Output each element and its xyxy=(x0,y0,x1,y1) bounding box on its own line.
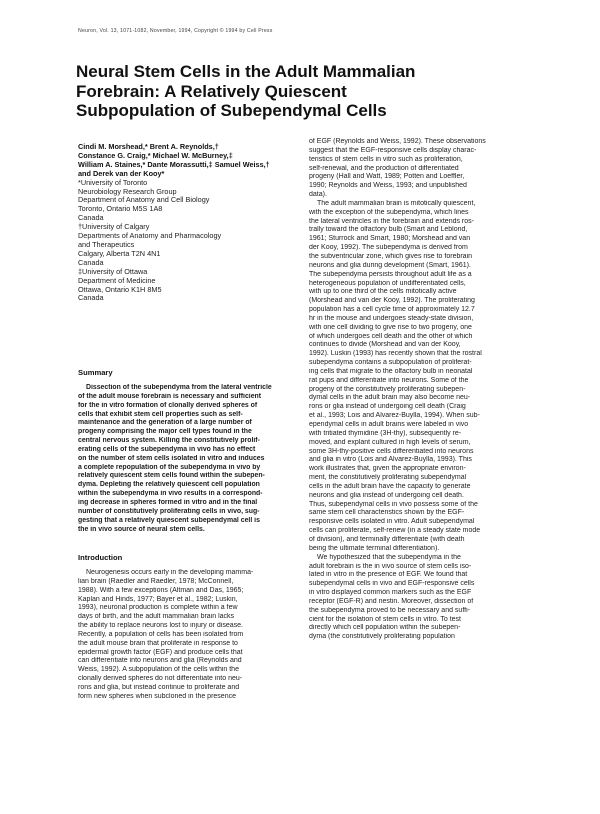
text-line: moved, and explant cultured in high levels of serum, xyxy=(309,438,471,446)
running-head: Neuron, Vol. 13, 1071-1082, November, 1994, Copyright © 1994 by Cell Press xyxy=(78,28,273,34)
text-line: erating cells of the subependyma in vivo has no effect xyxy=(78,445,256,453)
author-line: Cindi M. Morshead,* Brent A. Reynolds,† xyxy=(78,142,219,151)
text-line: 1993), neuronal production is complete within a few xyxy=(78,604,238,612)
text-line: form new spheres when subcloned in the presence xyxy=(78,692,236,700)
text-line: on the number of stem cells isolated in vitro and induces xyxy=(78,454,265,462)
text-line: cells that exhibit stem cell properties such as self- xyxy=(78,410,243,418)
affiliation-line: Ottawa, Ontario K1H 8M5 xyxy=(78,284,162,294)
text-line: et al., 1993; Lois and Alvarez-Buylla, 1994). When sub- xyxy=(309,412,480,420)
text-line: Recently, a population of cells has been isolated from xyxy=(78,630,244,638)
author-line: and Derek van der Kooy* xyxy=(78,168,165,178)
text-line: hr in the mouse and undergoes steady-state division, xyxy=(309,314,474,322)
text-line: continues to divide (Morshead and van der Kooy, xyxy=(309,341,461,349)
text-line: some 3H-thy-positive cells differentiated into neurons xyxy=(309,447,474,455)
text-line: with the exception of the subependyma, which lines xyxy=(309,208,469,216)
title-line: Neural Stem Cells in the Adult Mammalian xyxy=(76,62,416,81)
text-line: The subependyma persists throughout adult life as a xyxy=(309,270,472,278)
text-line: neurons and glia during development (Smart, 1961). xyxy=(309,261,471,269)
introduction-text xyxy=(78,569,300,702)
text-line: dyma (the constitutively proliferating population xyxy=(309,633,455,641)
text-line: central nervous system. Killing the constitutively prolif- xyxy=(78,437,260,445)
text-line: of division), and terminally differentiate (with death xyxy=(309,535,465,543)
text-line: heterogeneous population of undifferentiated cells, xyxy=(309,279,466,287)
text-line: neurons and glia instead of undergoing cell death. xyxy=(309,491,464,499)
affiliation-line: *University of Toronto xyxy=(78,177,148,187)
affiliation-line: Departments of Anatomy and Pharmacology xyxy=(78,231,222,241)
text-line: teristics of stem cells in vitro such as proliferation, xyxy=(309,155,463,163)
affiliation-line: ‡University of Ottawa xyxy=(78,266,148,276)
text-line: ment, the constitutively proliferating subependymal xyxy=(309,474,467,482)
affiliation-line: Department of Anatomy and Cell Biology xyxy=(78,195,210,205)
text-line: for the in vitro formation of clonally derived spheres of xyxy=(78,401,258,409)
text-line: of EGF (Reynolds and Weiss, 1992). These observations xyxy=(309,138,486,145)
affiliation-line: Canada xyxy=(78,257,104,267)
text-line: the in vivo source of neural stem cells. xyxy=(78,525,205,533)
affiliation-line: Toronto, Ontario M5S 1A8 xyxy=(78,204,163,214)
text-line: adult forebrain is the in vivo source of stem cells iso- xyxy=(309,562,472,570)
text-line: rons and glia, but instead continue to proliferate and xyxy=(78,683,240,691)
text-line: subependymal cells in vivo and EGF-responsive cells xyxy=(309,580,475,588)
text-line: suggest that the EGF-responsive cells display charac- xyxy=(309,146,477,154)
author-line: Constance G. Craig,* Michael W. McBurney,‡ xyxy=(78,150,233,160)
text-line: 1988). With a few exceptions (Altman and Das, 1965; xyxy=(78,586,244,594)
affiliation-line: Canada xyxy=(78,293,104,303)
text-line: the lateral ventricles in the forebrain and extends ros- xyxy=(309,217,474,225)
text-line: with one cell dividing to give rise to two progeny, one xyxy=(309,323,472,331)
text-line: of the adult mouse forebrain is necessary and sufficient xyxy=(78,392,262,400)
text-line: the subependyma proved to be necessary and suffi- xyxy=(309,606,470,614)
text-line: self-renewal, and the production of differentiated xyxy=(309,164,459,172)
title-line: Subpopulation of Subependymal Cells xyxy=(76,101,387,120)
text-line: 1961; Sturrock and Smart, 1980; Morshead and van xyxy=(309,235,471,243)
text-line: (Morshead and van der Kooy, 1992). The proliferating xyxy=(309,297,475,305)
text-line: progeny comprising the major cell types found in the xyxy=(78,428,252,436)
text-line: clonally derived spheres do not differentiate into neu- xyxy=(78,675,243,683)
text-line: ing cells that migrate to the olfactory bulb in neonatal xyxy=(309,367,473,375)
summary-text xyxy=(78,384,300,534)
text-line: ing decrease in spheres formed in vitro and in the final xyxy=(78,498,258,506)
text-line: same stem cell characteristics shown by the EGF- xyxy=(309,509,465,517)
affiliation-line: Canada xyxy=(78,213,104,223)
text-line: the subventricular zone, which gives rise to forebrain xyxy=(309,252,473,260)
text-line: population has a cell cycle time of approximately 12.7 xyxy=(309,306,475,314)
text-line: 1990; Reynolds and Weiss, 1993; and unpublished xyxy=(309,182,467,190)
text-line: can differentiate into neurons and glia (Reynolds and xyxy=(78,657,242,665)
title-line: Forebrain: A Relatively Quiescent xyxy=(76,81,347,101)
text-line: being the ultimate terminal differentiation). xyxy=(309,544,440,552)
text-line: lian brain (Raedler and Raedler, 1978; McConnell, xyxy=(78,577,234,585)
author-line: William A. Staines,* Dante Morassutti,‡ Samuel Weiss,† xyxy=(78,159,270,169)
text-line: cient for the isolation of stem cells in vitro. To test xyxy=(309,615,461,623)
text-line: relatively quiescent stem cells found within the subepen- xyxy=(78,472,265,480)
text-line: We hypothesized that the subependyma in the xyxy=(317,553,461,561)
text-line: work illustrates that, given the appropriate environ- xyxy=(309,465,466,473)
text-line: cells in the adult brain have the capacity to generate xyxy=(309,482,471,490)
text-line: ependymal cells in adult brains were labeled in vivo xyxy=(309,421,469,428)
text-line: with tritiated thymidine (3H-thy), subsequently re- xyxy=(309,429,462,437)
text-line: The adult mammalian brain is mitotically quiescent, xyxy=(317,199,476,207)
affiliation-line: and Therapeutics xyxy=(78,239,135,249)
text-line: number of constitutively proliferating cells in vivo, sug- xyxy=(78,507,260,515)
affiliation-line: Calgary, Alberta T2N 4N1 xyxy=(78,248,161,258)
author-affiliation-block xyxy=(78,143,300,303)
affiliation-line: †University of Calgary xyxy=(78,222,150,232)
text-line: directly which cell population within the subepen- xyxy=(309,624,461,632)
text-line: cells can proliferate, self-renew (in a steady state mode xyxy=(309,527,481,535)
text-line: and glia in vitro (Lois and Alvarez-Buylla, 1993). This xyxy=(309,456,472,464)
text-line: lated in vitro in the presence of EGF. We found that xyxy=(309,571,468,579)
text-line: maintenance and the generation of a large number of xyxy=(78,419,252,427)
text-line: days of birth, and the adult mammalian brain lacks xyxy=(78,613,235,621)
text-line: trally toward the olfactory bulb (Smart and Leblond, xyxy=(309,226,468,234)
text-line: Dissection of the subependyma from the lateral ventricle xyxy=(86,384,272,391)
text-line: responsive cells isolated in vitro. Adult subependymal xyxy=(309,518,475,526)
text-line: the adult mouse brain that proliferate in response to xyxy=(78,639,238,647)
text-line: rons or glia instead of undergoing cell death (Craig xyxy=(309,403,466,411)
text-line: der Kooy, 1992). The subependyma is derived from xyxy=(309,244,468,252)
introduction-heading: Introduction xyxy=(78,553,123,562)
text-line: with up to one third of the cells mitotically active xyxy=(309,288,457,296)
right-column-text xyxy=(309,138,531,642)
text-line: progeny of the constitutively proliferating subepen- xyxy=(309,385,466,393)
affiliation-line: Neurobiology Research Group xyxy=(78,186,177,196)
text-line: Weiss, 1992). A subpopulation of the cells within the xyxy=(78,666,239,674)
summary-heading: Summary xyxy=(78,368,113,377)
text-line: data). xyxy=(309,191,327,199)
text-line: progeny (Hall and Watt, 1989; Potten and Loeffler, xyxy=(309,173,465,181)
text-line: subependyma contains a subpopulation of proliferat- xyxy=(309,359,472,367)
text-line: dymal cells in the adult brain may also become neu- xyxy=(309,394,471,402)
text-line: in vitro displayed common markers such as the EGF xyxy=(309,589,472,597)
text-line: a complete repopulation of the subependyma in vivo by xyxy=(78,463,261,471)
affiliation-line: Department of Medicine xyxy=(78,275,156,285)
text-line: of which undergoes cell death and the other of which xyxy=(309,332,473,340)
text-line: receptor (EGF-R) and nestin. Moreover, dissection of xyxy=(309,597,474,605)
text-line: within the subependyma in vivo results in a correspond- xyxy=(78,490,263,498)
text-line: Neurogenesis occurs early in the developing mamma- xyxy=(86,569,254,576)
article-title xyxy=(76,62,416,121)
text-line: dyma. Depleting the relatively quiescent cell population xyxy=(78,481,260,489)
text-line: rat pups and differentiate into neurons. Some of the xyxy=(309,376,469,384)
text-line: 1992). Luskin (1993) has recently shown that the rostral xyxy=(309,350,482,358)
text-line: epidermal growth factor (EGF) and produce cells that xyxy=(78,648,243,656)
text-line: gesting that a relatively quiescent subependymal cell is xyxy=(78,516,260,524)
text-line: the ability to replace neurons lost to injury or disease. xyxy=(78,622,243,630)
text-line: Thus, subependymal cells in vivo possess some of the xyxy=(309,500,478,508)
text-line: Kaplan and Hinds, 1977; Bayer et al., 1982; Luskin, xyxy=(78,595,238,603)
